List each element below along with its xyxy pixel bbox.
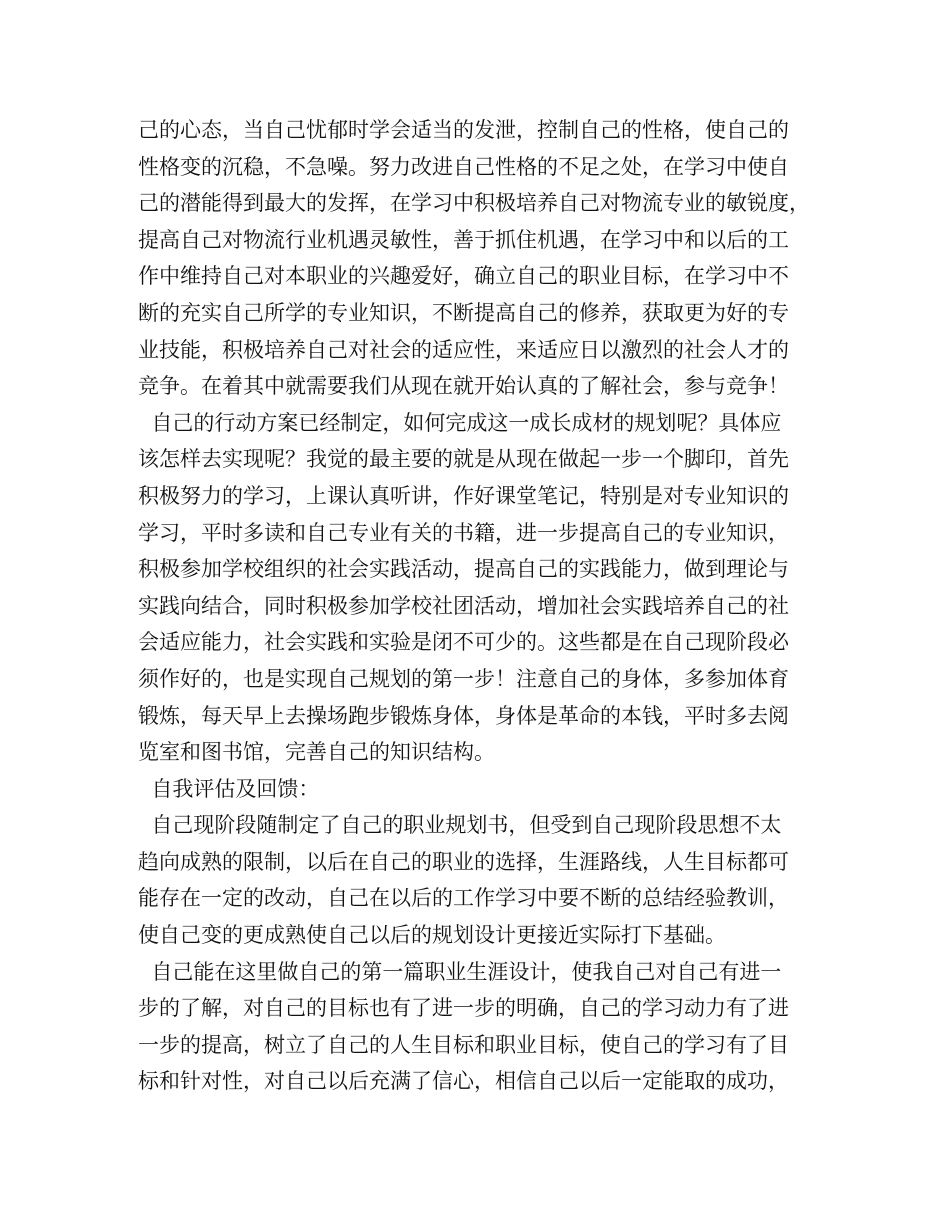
section-heading: 自我评估及回馈： [138, 776, 320, 801]
text-line: 须作好的，也是实现自己规划的第一步！注意自己的身体，多参加体育 [138, 666, 789, 691]
document-body [138, 112, 828, 1100]
text-line: 趋向成熟的限制，以后在自己的职业的选择，生涯路线，人生目标都可 [138, 849, 789, 874]
text-line: 提高自己对物流行业机遇灵敏性，善于抓住机遇，在学习中和以后的工 [138, 227, 789, 252]
text-line: 该怎样去实现呢？我觉的最主要的就是从现在做起一步一个脚印，首先 [138, 447, 789, 472]
text-line: 己的心态，当自己忧郁时学会适当的发泄，控制自己的性格，使自己的 [138, 118, 789, 142]
text-line: 实践向结合，同时积极参加学校社团活动，增加社会实践培养自己的社 [138, 593, 789, 618]
text-line: 积极努力的学习，上课认真听讲，作好课堂笔记，特别是对专业知识的 [138, 483, 789, 508]
text-line: 作中维持自己对本职业的兴趣爱好，确立自己的职业目标，在学习中不 [138, 264, 789, 289]
text-line: 使自己变的更成熟使自己以后的规划设计更接近实际打下基础。 [138, 923, 726, 948]
text-line: 步的了解，对自己的目标也有了进一步的明确，自己的学习动力有了进 [138, 996, 789, 1021]
text-line: 自己能在这里做自己的第一篇职业生涯设计，使我自己对自己有进一 [138, 959, 782, 984]
text-line: 己的潜能得到最大的发挥，在学习中积极培养自己对物流专业的敏锐度， [138, 191, 810, 216]
text-line: 览室和图书馆，完善自己的知识结构。 [138, 740, 495, 765]
text-line: 自己的行动方案已经制定，如何完成这一成长成材的规划呢？具体应 [138, 410, 782, 435]
text-line: 能存在一定的改动，自己在以后的工作学习中要不断的总结经验教训， [138, 886, 789, 911]
text-line: 学习，平时多读和自己专业有关的书籍，进一步提高自己的专业知识， [138, 520, 789, 545]
text-line: 锻炼，每天早上去操场跑步锻炼身体，身体是革命的本钱，平时多去阅 [138, 703, 789, 728]
text-line: 标和针对性，对自己以后充满了信心，相信自己以后一定能取的成功， [138, 1069, 789, 1094]
text-line: 自己现阶段随制定了自己的职业规划书，但受到自己现阶段思想不太 [138, 813, 782, 838]
text-line: 一步的提高，树立了自己的人生目标和职业目标，使自己的学习有了目 [138, 1032, 789, 1057]
text-line: 会适应能力，社会实践和实验是闭不可少的。这些都是在自己现阶段必 [138, 630, 789, 655]
text-line: 竞争。在着其中就需要我们从现在就开始认真的了解社会，参与竞争！ [138, 374, 789, 399]
text-line: 性格变的沉稳，不急噪。努力改进自己性格的不足之处，在学习中使自 [138, 154, 789, 179]
text-line: 业技能，积极培养自己对社会的适应性，来适应日以激烈的社会人才的 [138, 337, 789, 362]
text-line: 断的充实自己所学的专业知识，不断提高自己的修养，获取更为好的专 [138, 300, 789, 325]
text-line: 积极参加学校组织的社会实践活动，提高自己的实践能力，做到理论与 [138, 557, 789, 582]
